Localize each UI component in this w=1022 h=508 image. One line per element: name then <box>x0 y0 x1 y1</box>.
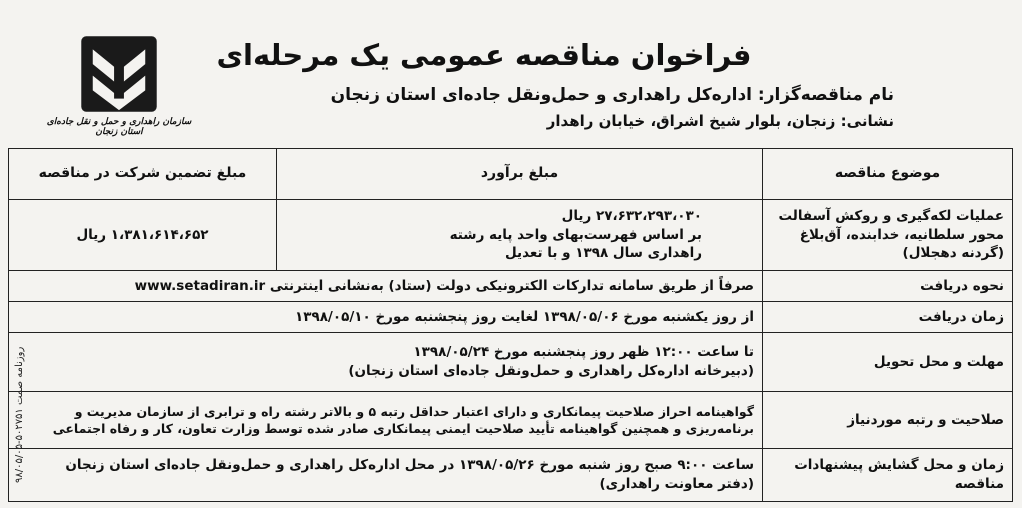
row-value-line: (دبیرخانه اداره‌کل راهداری و حمل‌ونقل جاده‌ای استان زنجان) <box>348 363 754 379</box>
estimate-cell <box>277 200 763 271</box>
row-label-line: مناقصه <box>954 476 1004 492</box>
row-value: صرفاً از طریق سامانه تدارکات الکترونیکی دولت (ستاد) به‌نشانی اینترنتی www.setadiran.ir <box>9 271 763 302</box>
estimate-note: راهداری سال ۱۳۹۸ و با تعدیل <box>504 245 702 262</box>
row-label <box>763 449 1013 502</box>
row-value-line: (دفتر معاونت راهداری) <box>599 476 754 492</box>
subject-cell <box>763 200 1013 271</box>
table-row <box>9 200 1013 271</box>
row-value <box>9 333 763 392</box>
row-label: صلاحیت و رتبه موردنیاز <box>763 392 1013 449</box>
tender-table <box>8 148 1013 502</box>
organizer-line: نام مناقصه‌گزار: اداره‌کل راهداری و حمل‌ونقل جاده‌ای استان زنجان <box>330 85 894 105</box>
road-emblem-icon <box>78 33 160 115</box>
side-note-text: روزنامه صمت ۵۰۲۷۵۱-۹۸/۰۵/۰۵ <box>14 346 25 483</box>
address-line: نشانی: زنجان، بلوار شیخ اشراق، خیابان راهدار <box>546 112 894 130</box>
header-subject: موضوع مناقصه <box>763 149 1013 200</box>
table-row <box>9 333 1013 392</box>
table-row <box>9 392 1013 449</box>
row-value-line: تا ساعت ۱۲:۰۰ ظهر روز پنجشنبه مورخ ۱۳۹۸/۰۵/۲۴ <box>413 344 754 361</box>
logo-caption: سازمان راهداری و حمل و نقل جاده‌ای استان زنجان <box>46 117 192 137</box>
row-label: مهلت و محل تحویل <box>763 333 1013 392</box>
row-value: از روز یکشنبه مورخ ۱۳۹۸/۰۵/۰۶ لغایت روز پنجشنبه مورخ ۱۳۹۸/۰۵/۱۰ <box>9 302 763 333</box>
row-label-line: زمان و محل گشایش پیشنهادات <box>794 457 1004 474</box>
header-guarantee: مبلغ تضمین شرکت در مناقصه <box>9 149 277 200</box>
row-value-line: ساعت ۹:۰۰ صبح روز شنبه مورخ ۱۳۹۸/۰۵/۲۶ در محل اداره‌کل راهداری و حمل‌ونقل جاده‌ای استان زنجان <box>65 457 754 474</box>
notice-title: فراخوان مناقصه عمومی یک مرحله‌ای <box>216 38 752 72</box>
row-value-line: گواهینامه احراز صلاحیت پیمانکاری و دارای اعتبار حداقل رتبه ۵ و بالاتر رشته راه و ترابری از سازمان مدیریت و <box>74 403 754 419</box>
estimate-amount: ۲۷،۶۳۲،۲۹۳،۰۳۰ ریال <box>561 207 702 224</box>
table-row <box>9 449 1013 502</box>
row-value <box>9 392 763 449</box>
table-row <box>9 271 1013 302</box>
guarantee-cell <box>9 200 277 271</box>
guarantee-amount: ۱،۳۸۱،۶۱۴،۶۵۲ ریال <box>76 226 209 243</box>
header-estimate: مبلغ برآورد <box>277 149 763 200</box>
row-value-line: برنامه‌ریزی و همچنین گواهینامه تأیید صلاحیت ایمنی پیمانکاری صادر شده توسط وزارت تعاون، کار و رفاه اجتماعی <box>52 421 754 436</box>
estimate-note: بر اساس فهرست‌بهای واحد پایه رشته <box>449 226 702 243</box>
tender-notice <box>14 8 1014 502</box>
table-header-row <box>9 149 1013 200</box>
table-row <box>9 302 1013 333</box>
subject-line: محور سلطانیه، خدابنده، آق‌بلاغ (گردنه دهجلال) <box>799 226 1004 262</box>
row-value <box>9 449 763 502</box>
row-label: زمان دریافت <box>763 302 1013 333</box>
subject-line: عملیات لکه‌گیری و روکش آسفالت <box>778 207 1004 224</box>
row-label: نحوه دریافت <box>763 271 1013 302</box>
